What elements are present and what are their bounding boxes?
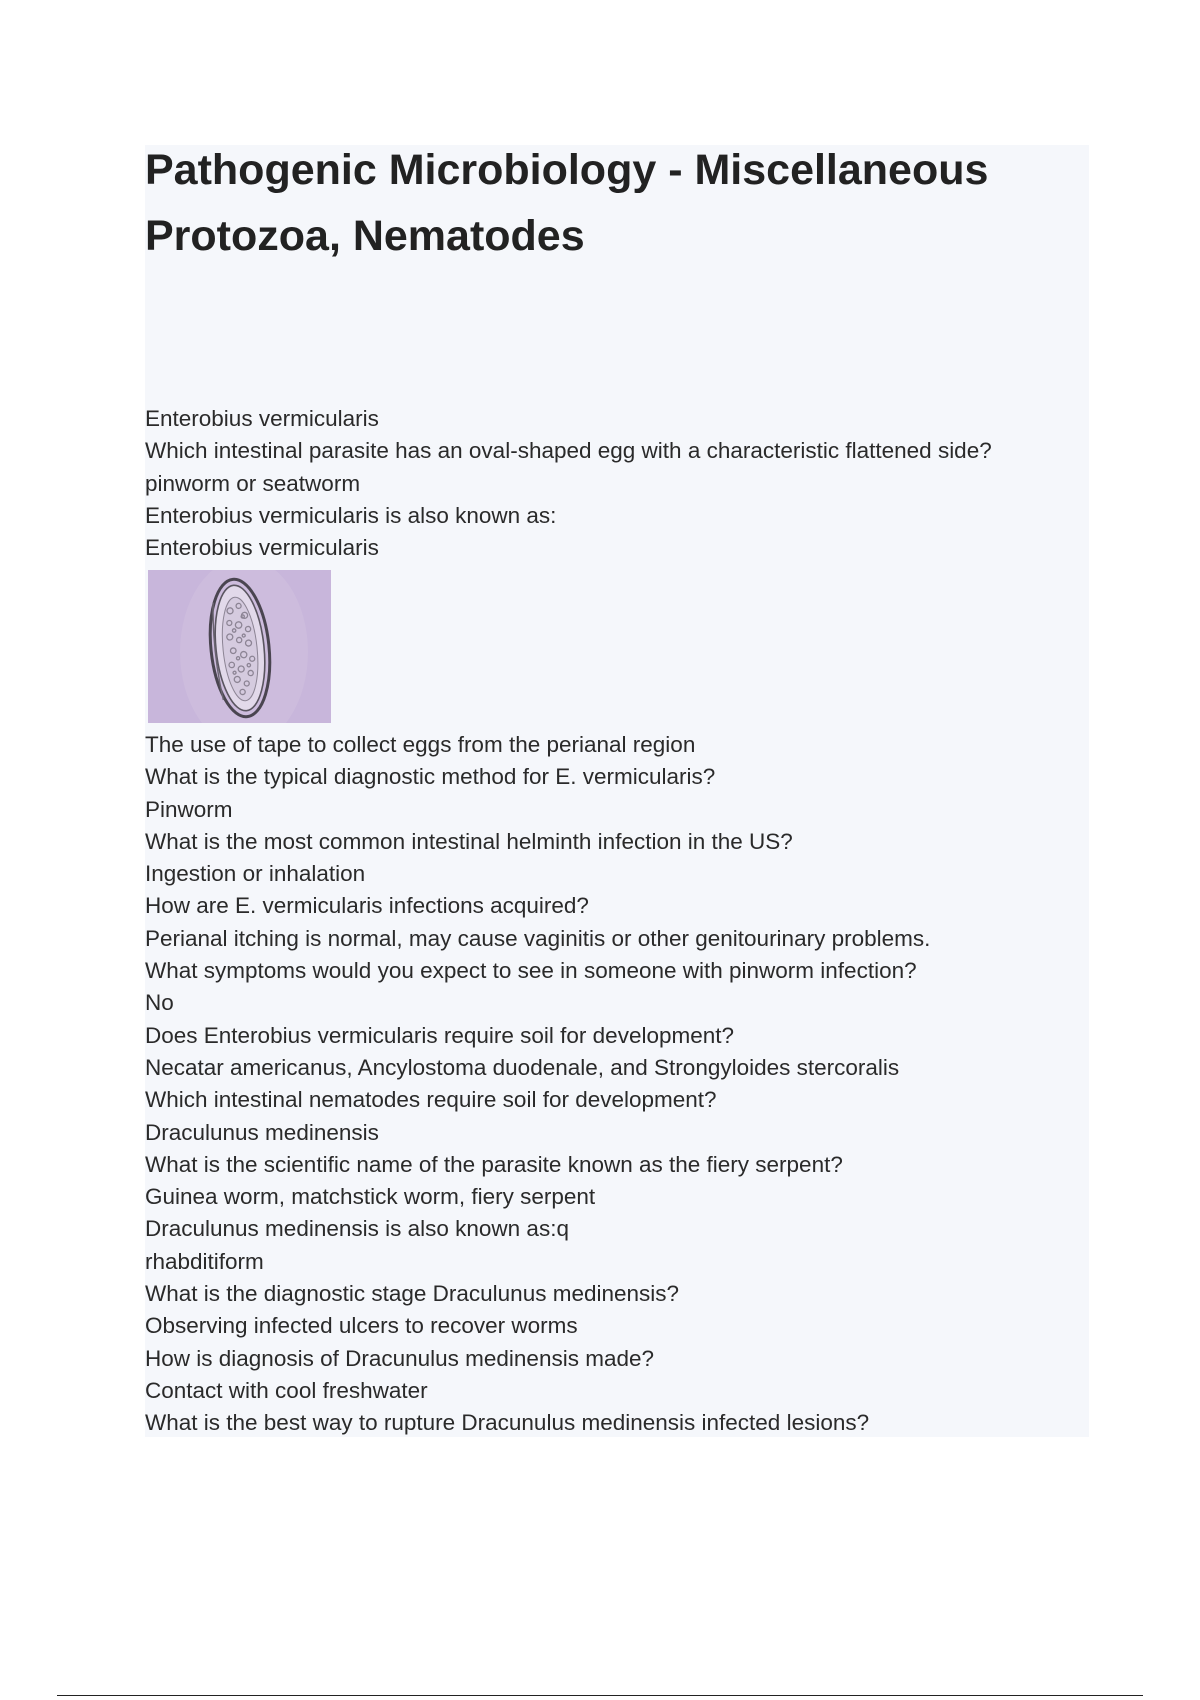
text-line: pinworm or seatworm [145, 470, 361, 496]
text-line: Does Enterobius vermicularis require soil for development? [145, 1022, 735, 1048]
text-line: What is the scientific name of the parasite known as the fiery serpent? [145, 1151, 843, 1177]
text-line: How is diagnosis of Dracunulus medinensis made? [145, 1345, 655, 1371]
text-line: Observing infected ulcers to recover worms [145, 1313, 578, 1339]
text-line: Necatar americanus, Ancylostoma duodenale, and Strongyloides stercoralis [145, 1054, 900, 1080]
text-line: Pinworm [145, 796, 233, 822]
text-line: What is the best way to rupture Dracunulus medinensis infected lesions? [145, 1410, 870, 1436]
text-group-before-image [145, 403, 1085, 564]
text-line: Draculunus medinensis is also known as:q [145, 1216, 569, 1242]
text-line: Contact with cool freshwater [145, 1377, 428, 1403]
text-line: Enterobius vermicularis [145, 406, 379, 431]
text-line: No [145, 990, 174, 1016]
text-line: Guinea worm, matchstick worm, fiery serpent [145, 1184, 596, 1210]
text-line: What is the diagnostic stage Draculunus medinensis? [145, 1281, 680, 1307]
text-line: The use of tape to collect eggs from the perianal region [145, 732, 696, 757]
document-title: Pathogenic Microbiology - Miscellaneous Protozoa, Nematodes [145, 146, 989, 260]
text-line: Enterobius vermicularis [145, 535, 379, 561]
text-line: What is the most common intestinal helminth infection in the US? [145, 828, 793, 854]
text-line: How are E. vermicularis infections acquired? [145, 893, 589, 919]
text-line: rhabditiform [145, 1248, 264, 1274]
text-line: What symptoms would you expect to see in someone with pinworm infection? [145, 958, 917, 984]
text-group-after-image [145, 729, 1085, 1440]
footer-rule [57, 1695, 1143, 1696]
text-line: What is the typical diagnostic method for E. vermicularis? [145, 764, 716, 790]
text-line: Ingestion or inhalation [145, 861, 366, 887]
pinworm-egg-micrograph [148, 570, 331, 723]
text-line: Which intestinal parasite has an oval-shaped egg with a characteristic flattened side? [145, 438, 992, 464]
text-line: Enterobius vermicularis is also known as: [145, 502, 557, 528]
text-line: Which intestinal nematodes require soil for development? [145, 1087, 717, 1113]
text-line: Draculunus medinensis [145, 1119, 379, 1145]
text-line: Perianal itching is normal, may cause vaginitis or other genitourinary problems. [145, 925, 931, 951]
